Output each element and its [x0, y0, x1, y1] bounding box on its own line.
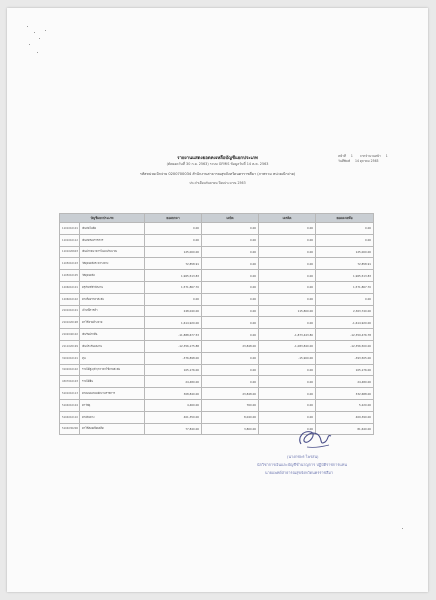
account-code-cell: 1105010103 — [60, 258, 80, 270]
balance-cell: 72,858.91 — [316, 258, 374, 270]
scan-speck — [34, 32, 35, 33]
credit-cell: 0.00 — [259, 258, 316, 270]
brought-forward-cell: 0.00 — [145, 223, 202, 235]
balance-cell: 1,571,867.70 — [316, 281, 374, 293]
account-name-cell: เงินทดรองราชการ — [80, 234, 145, 246]
balance-cell: -1,614,920.00 — [316, 317, 374, 329]
balance-cell: -12,359,476.78 — [316, 329, 374, 341]
report-unit-line: รหัสหน่วยเบิกจ่าย 0200700034 สำนักงานสาธารณสุขจังหวัดนครราชสีมา (ภาพรวม หน่วยเบิกจ่าย) — [139, 172, 296, 176]
credit-cell: 0.00 — [259, 293, 316, 305]
brought-forward-cell: 308,840.00 — [145, 388, 202, 400]
scan-speck — [29, 44, 30, 45]
account-name-cell: เจ้าหนี้การค้า — [80, 305, 145, 317]
balance-cell: 81,640.00 — [316, 423, 374, 435]
table-header-row — [60, 214, 374, 223]
balance-cell: -393,505.00 — [316, 352, 374, 364]
credit-cell: -1,083,840.00 — [259, 340, 316, 352]
account-code-cell: 3101010101 — [60, 352, 80, 364]
debit-cell: 8,040.00 — [202, 411, 259, 423]
table-row — [60, 258, 374, 270]
credit-cell: 0.00 — [259, 223, 316, 235]
table-row — [60, 352, 374, 364]
debit-cell: 760.00 — [202, 399, 259, 411]
account-code-cell: 2111020199 — [60, 340, 80, 352]
of-value: 1 — [385, 154, 388, 158]
debit-cell: 0.00 — [202, 281, 259, 293]
ledger-table — [59, 213, 374, 435]
col-header-brought-forward: ยอดยกมา — [145, 214, 202, 223]
scan-speck — [402, 528, 403, 529]
account-code-cell: 2101020198 — [60, 317, 80, 329]
account-code-cell: 1206010102 — [60, 293, 80, 305]
report-subtitle: (ตัดยอดวันที่ 30 ก.ย. 2563) ระบบ GFMIS ข้อมูลวันที่ 14 ต.ค. 2563 — [166, 162, 269, 166]
table-row — [60, 388, 374, 400]
balance-cell: 0.00 — [316, 234, 374, 246]
account-code-cell: 1101020603 — [60, 246, 80, 258]
table-row — [60, 234, 374, 246]
signature-block — [257, 426, 377, 526]
credit-cell: 0.00 — [259, 317, 316, 329]
report-period: ประจำเดือนกันยายน ปีงบประมาณ 2563 — [189, 181, 246, 185]
account-name-cell: เงินประกันผลงาน — [80, 340, 145, 352]
debit-cell: 23,848.00 — [202, 388, 259, 400]
scan-speck — [39, 38, 40, 39]
credit-cell: 115,800.00 — [259, 305, 316, 317]
col-header-credit: เครดิต — [259, 214, 316, 223]
account-name-cell: วัสดุคงคลัง — [80, 270, 145, 282]
brought-forward-cell: -376,898.00 — [145, 352, 202, 364]
signer-name: (นางกชพร ไพรสน) — [287, 454, 319, 459]
debit-cell: 0.00 — [202, 305, 259, 317]
debit-cell: 0.00 — [202, 293, 259, 305]
balance-cell: 125,000.00 — [316, 246, 374, 258]
credit-cell: 0.00 — [259, 246, 316, 258]
brought-forward-cell: 105,176.00 — [145, 364, 202, 376]
table-row — [60, 364, 374, 376]
credit-cell: 0.00 — [259, 234, 316, 246]
brought-forward-cell: 401,350.00 — [145, 411, 202, 423]
col-header-debit: เดบิต — [202, 214, 259, 223]
balance-cell: 0.00 — [316, 293, 374, 305]
brought-forward-cell: -12,356,175.88 — [145, 340, 202, 352]
account-name-cell: เงินสดในมือ — [80, 223, 145, 235]
account-name-cell: ค่าใช้จ่ายค้างจ่าย — [80, 317, 145, 329]
report-title: รายงานแสดงยอดคงเหลือบัญชีแยกประเภท — [177, 156, 258, 161]
account-name-cell: ค่าเสื่อมราคาสะสม — [80, 293, 145, 305]
account-code-cell: 5104010104 — [60, 399, 80, 411]
brought-forward-cell: 72,858.91 — [145, 258, 202, 270]
account-name-cell: เงินฝากธนาคารในงบประมาณ — [80, 246, 145, 258]
ledger-body — [60, 223, 374, 435]
account-name-cell: รายได้อื่น — [80, 376, 145, 388]
brought-forward-cell: 24,480.00 — [145, 376, 202, 388]
table-row — [60, 281, 374, 293]
account-code-cell: 5104030206 — [60, 423, 80, 435]
scan-speck — [37, 52, 38, 53]
table-row — [60, 270, 374, 282]
signer-organization: นายแพทย์สาธารณสุขจังหวัดนครราชสีมา — [265, 470, 334, 475]
debit-cell: 0.00 — [202, 246, 259, 258]
debit-cell: 0.00 — [202, 270, 259, 282]
table-row — [60, 376, 374, 388]
account-code-cell: 5101010113 — [60, 388, 80, 400]
account-code-cell: 3102010102 — [60, 364, 80, 376]
print-date-label: วันที่พิมพ์ — [338, 159, 351, 163]
account-code-cell: 1105010105 — [60, 270, 80, 282]
account-code-cell: 1206010101 — [60, 281, 80, 293]
brought-forward-cell: 1,571,867.70 — [145, 281, 202, 293]
debit-cell: 0.00 — [202, 364, 259, 376]
account-code-cell: 2102040102 — [60, 329, 80, 341]
credit-cell: 0.00 — [259, 399, 316, 411]
account-name-cell: ครุภัณฑ์สำนักงาน — [80, 281, 145, 293]
account-name-cell: ค่าเดินทาง — [80, 411, 145, 423]
balance-cell: 5,220.00 — [316, 399, 374, 411]
document-page — [7, 8, 428, 592]
account-name-cell: รายได้สูง(ต่ำ)กว่าค่าใช้จ่ายสะสม — [80, 364, 145, 376]
brought-forward-cell: 1,965,513.83 — [145, 270, 202, 282]
credit-cell: -15,900.00 — [259, 352, 316, 364]
account-name-cell: วัสดุคงคลังระหว่างทาง — [80, 258, 145, 270]
debit-cell: 0.00 — [202, 258, 259, 270]
table-row — [60, 411, 374, 423]
signature-scribble-icon — [295, 426, 335, 452]
account-code-cell: 5104010110 — [60, 411, 80, 423]
brought-forward-cell: 0.00 — [145, 293, 202, 305]
table-row — [60, 340, 374, 352]
debit-cell: 23,848.00 — [202, 340, 259, 352]
account-name-cell: ค่าใช้สอยเบ็ดเตล็ด — [80, 423, 145, 435]
scan-speck — [45, 30, 46, 31]
debit-cell: 3,800.00 — [202, 423, 259, 435]
brought-forward-cell: 125,000.00 — [145, 246, 202, 258]
balance-cell: 332,688.00 — [316, 388, 374, 400]
balance-cell: -12,356,500.00 — [316, 340, 374, 352]
table-row — [60, 399, 374, 411]
page-value: 1 — [350, 154, 353, 158]
debit-cell: 0.00 — [202, 329, 259, 341]
debit-cell: 0.00 — [202, 317, 259, 329]
page-label: หน้าที่ — [338, 154, 346, 158]
balance-cell: 0.00 — [316, 223, 374, 235]
credit-cell: 0.00 — [259, 388, 316, 400]
balance-cell: 105,176.00 — [316, 364, 374, 376]
balance-cell: 24,480.00 — [316, 376, 374, 388]
account-code-cell: 4307010103 — [60, 376, 80, 388]
debit-cell: 0.00 — [202, 234, 259, 246]
credit-cell: 0.00 — [259, 376, 316, 388]
credit-cell: 0.00 — [259, 423, 316, 435]
balance-cell: 2,363,740.00 — [316, 305, 374, 317]
account-name-cell: เงินรับฝากอื่น — [80, 329, 145, 341]
account-name-cell: ค่าวัสดุ — [80, 399, 145, 411]
brought-forward-cell: 1,614,920.00 — [145, 317, 202, 329]
brought-forward-cell: -11,888,677.53 — [145, 329, 202, 341]
table-row — [60, 329, 374, 341]
scan-speck — [27, 26, 28, 27]
table-row — [60, 305, 374, 317]
account-code-cell: 1101010112 — [60, 234, 80, 246]
credit-cell: 0.00 — [259, 281, 316, 293]
credit-cell: 0.00 — [259, 411, 316, 423]
account-name-cell: ค่าตอบแทนพนักงานราชการ — [80, 388, 145, 400]
credit-cell: -1,873,443.80 — [259, 329, 316, 341]
col-header-account: บัญชีแยกประเภท — [60, 214, 145, 223]
credit-cell: 0.00 — [259, 364, 316, 376]
debit-cell: 0.00 — [202, 352, 259, 364]
debit-cell: 0.00 — [202, 376, 259, 388]
table-row — [60, 246, 374, 258]
print-date-value: 14 ตุลาคม 2563 — [355, 159, 379, 163]
brought-forward-cell: 248,040.00 — [145, 305, 202, 317]
signer-position: นักวิชาการเงินและบัญชีชำนาญการ ปฏิบัติราชการแทน — [257, 462, 347, 467]
account-code-cell: 1101010101 — [60, 223, 80, 235]
account-code-cell: 2101010101 — [60, 305, 80, 317]
table-row — [60, 223, 374, 235]
page-info — [338, 154, 388, 164]
balance-cell: 1,965,513.83 — [316, 270, 374, 282]
brought-forward-cell: 4,460.00 — [145, 399, 202, 411]
of-label: จากจำนวนหน้า — [359, 154, 381, 158]
account-name-cell: ทุน — [80, 352, 145, 364]
credit-cell: 0.00 — [259, 270, 316, 282]
brought-forward-cell: 0.00 — [145, 234, 202, 246]
table-row — [60, 317, 374, 329]
balance-cell: 409,390.00 — [316, 411, 374, 423]
col-header-balance: ยอดคงเหลือ — [316, 214, 374, 223]
debit-cell: 0.00 — [202, 223, 259, 235]
brought-forward-cell: 77,840.00 — [145, 423, 202, 435]
table-row — [60, 293, 374, 305]
